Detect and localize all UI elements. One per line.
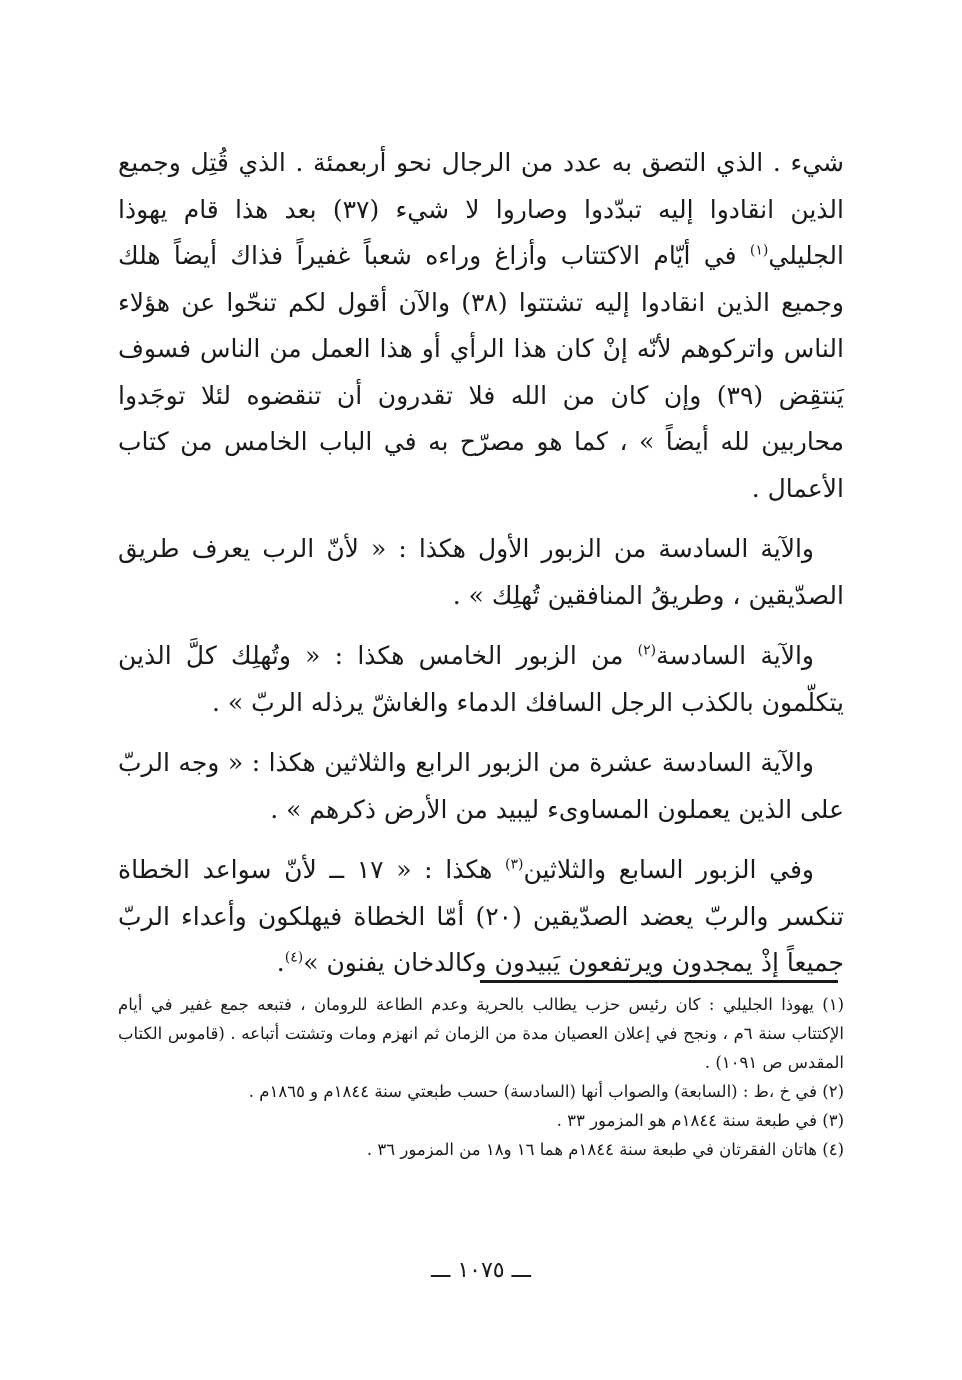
- paragraph-acts: [118, 140, 844, 512]
- paragraph-psalm-37: [118, 847, 844, 987]
- paragraph-text: .: [276, 948, 285, 977]
- footnote-divider: [480, 980, 838, 983]
- footnote-ref-2: (٢): [637, 642, 657, 659]
- footnote-ref-1: (١): [749, 242, 769, 259]
- footnote-4: (٤) هاتان الفقرتان في طبعة سنة ١٨٤٤م هما ١٦ و١٨ من المزمور ٣٦ .: [366, 1140, 844, 1159]
- paragraph-text: والآية السادسة: [656, 641, 814, 670]
- paragraph-text: شيء . الذي التصق به عدد من الرجال نحو أربعمئة . الذي قُتِل وجميع الذين انقادوا إليه تبدّدوا وصاروا لا شيء (٣٧) بعد هذا قام يهوذا الجليلي: [118, 148, 844, 270]
- paragraph-text: هكذا : « ١٧ ــ لأنّ سواعد الخطاة تنكسر والربّ يعضد الصدّيقين (٢٠) أمّا الخطاة فيهلكون وأعداء الربّ جميعاً إذْ يمجدون ويرتفعون يَبيدون وكالدخان يفنون »: [118, 855, 844, 977]
- paragraph-text: والآية السادسة من الزبور الأول هكذا : « لأنّ الرب يعرف طريق الصدّيقين ، وطريقُ المنافقين تُهلِك » .: [118, 534, 844, 610]
- page-number: ـــ ١٠٧٥ ـــ: [431, 1258, 531, 1283]
- main-text: [118, 140, 844, 1001]
- footnote-2: (٢) في خ ،ط : (السابعة) والصواب أنها (السادسة) حسب طبعتي سنة ١٨٤٤م و ١٨٦٥م .: [248, 1082, 844, 1101]
- footnote-ref-3: (٣): [505, 856, 524, 873]
- paragraph-psalm-1: [118, 526, 844, 619]
- footnotes: [118, 990, 844, 1164]
- paragraph-text: وفي الزبور السابع والثلاثين: [523, 855, 814, 884]
- footnote-ref-4: (٤): [284, 949, 304, 966]
- paragraph-psalm-5: [118, 633, 844, 726]
- paragraph-text: والآية السادسة عشرة من الزبور الرابع والثلاثين هكذا : « وجه الربّ على الذين يعملون المساوىء ليبيد من الأرض ذكرهم » .: [118, 748, 844, 824]
- footnote-3: (٣) في طبعة سنة ١٨٤٤م هو المزمور ٣٣ .: [556, 1111, 844, 1130]
- paragraph-text: في أيّام الاكتتاب وأزاغ وراءه شعباً غفيراً فذاك أيضاً هلك وجميع الذين انقادوا إليه تشتتوا (٣٨) والآن أقول لكم تنحّوا عن هؤلاء الناس واتركوهم لأنّه إنْ كان هذا الرأي أو هذا العمل من الناس فسوف يَنتقِض (٣٩) وإن كان من الله فلا تقدرون أن تنقضوه لئلا توجَدوا محاربين لله أيضاً » ، كما هو مصرّح به في الباب الخامس من كتاب الأعمال .: [118, 241, 844, 503]
- footnote-1: (١) يهوذا الجليلي : كان رئيس حزب يطالب بالحرية وعدم الطاعة للرومان ، فتبعه جمع غفير في أيام الإكتتاب سنة ٦م ، ونجح في إعلان العصيان مدة من الزمان ثم انهزم ومات وتشتت أتباعه . (قاموس الكتاب المقدس ص ١٠٩١) .: [118, 995, 844, 1072]
- paragraph-text: من الزبور الخامس هكذا : « وتُهلِك كلَّ الذين يتكلّمون بالكذب الرجل السافك الدماء والغاشّ يرذله الربّ » .: [118, 641, 844, 717]
- paragraph-psalm-34: [118, 740, 844, 833]
